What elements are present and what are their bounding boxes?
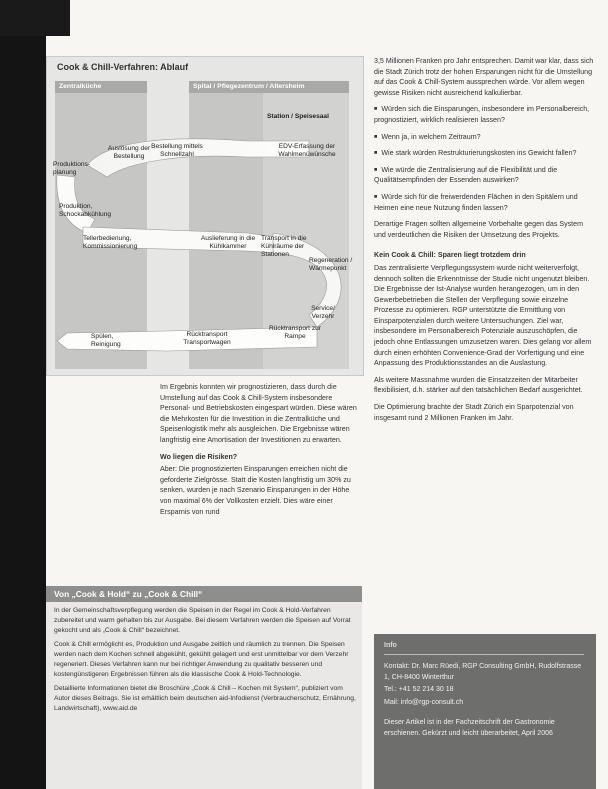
section-body-1: Das zentralisierte Verpflegungssystem wurde nicht weiterverfolgt, dennoch sollten die Erkenntnisse der Studie nicht ungenutzt bleiben. Die Ergebnisse der Ist-Analyse wurden herangezogen, um in den Gewerbebetrieben die Stellen der Verpflegung sowie einzelne Prozesse zu optimieren. RGP unterstützte die Ermittlung von Einsparpotenzialen durch weitere Untersuchungen. Ziel war, insbesondere im Personalbereich Potenziale auszuschöpfen, die jedoch ohne Entlassungen umzusetzen waren. Dies gelang vor allem durch einen erhöhten Convenience-Grad der Vorfertigung und eine Anpassung des Produktionsstandes an die Auslastung.	[374, 263, 592, 368]
info-contact: Kontakt: Dr. Marc Rüedi, RGP Consulting GmbH, Rudolfstrasse 1, CH-8400 Winterthur	[384, 663, 582, 681]
right-intro: 3,5 Millionen Franken pro Jahr entsprechen. Damit war klar, dass sich die Stadt Zürich trotz der hohen Ersparungen nicht für die Umstellung auf das Cook & Chill-System aussprechen würde. Vor allem wegen gewisse Risiken nicht ausreichend kalkulierbar.	[374, 57, 594, 97]
info-body	[384, 662, 588, 748]
diagram-title: Cook & Chill-Verfahren: Ablauf	[57, 62, 189, 72]
info-sidebar-box	[46, 586, 362, 789]
column-header-spital: Spital / Pflegezentrum / Altersheim	[189, 81, 349, 93]
box-para-1: In der Gemeinschaftsverpflegung werden die Speisen in der Regel im Cook & Hold-Verfahren zubereitet und warm gehalten bis zur Ausgabe. Bei diesem Verfahren werden die Speisen auf Vorrat gekocht und als „Cook & Chill“ bezeichnet.	[54, 607, 351, 634]
section-body-2: Als weitere Massnahme wurden die Einsatzzeiten der Mitarbeiter flexibilisiert, d.h. stärker auf den tatsächlichen Bedarf ausgerichtet.	[374, 375, 583, 395]
info-phone: Tel.: +41 52 214 30 18	[384, 686, 454, 694]
scan-edge	[0, 0, 46, 789]
node-ruecktransport-zentral: Rücktransport Transportwagen	[183, 331, 231, 346]
contact-info-box	[374, 634, 596, 789]
node-edv: EDV-Erfassung der Wahlmenüwünsche	[278, 143, 336, 158]
middle-para-2: Aber: Die prognostizierten Einsparungen erreichen nicht die geforderte Zielgrösse. Statt die Kosten langfristig um 30% zu senken, wurden je nach Szenario Einsparungen in der Höhe von maximal 6% der Vollkosten erzielt. Dies wäre einer Ersparnis von rund	[160, 465, 351, 516]
node-regeneration: Regeneration / Wärmepunkt	[309, 257, 353, 272]
box-para-2: Cook & Chill ermöglicht es, Produktion und Ausgabe zeitlich und räumlich zu trennen. Die Speisen werden nach dem Kochen schnell abgekühlt, gekühlt gelagert und erst unmittelbar vor dem Verzehr regeneriert. Dieses Verfahren kann nur bei richtiger Anwendung zu qualitativ besseren und kostengünstigeren Ergebnissen führen als die klassische Cook & Hold-Technologie.	[54, 641, 349, 678]
node-auslieferung: Auslieferung in die Kühlkammer	[200, 235, 256, 250]
process-diagram	[46, 56, 364, 376]
section-body-3: Die Optimierung brachte der Stadt Zürich ein Sparpotenzial von insgesamt rund 2 Millionen Franken im Jahr.	[374, 403, 574, 422]
node-bestellung: Bestellung mittels Schnellzahl	[151, 143, 203, 158]
node-ruecktransport-station: Rücktransport zur Rampe	[268, 325, 322, 340]
right-outro: Derartige Fragen sollten allgemeine Vorbehalte gegen das System und verdeutlichen die Risiken der Umsetzung des Projekts.	[374, 220, 583, 239]
info-title: Info	[384, 642, 397, 649]
scan-corner	[0, 0, 70, 36]
column-header-zentralkueche: Zentralküche	[55, 81, 147, 93]
box-body	[54, 606, 356, 718]
info-divider	[384, 654, 584, 655]
section-heading: Kein Cook & Chill: Sparen liegt trotzdem drin	[374, 251, 526, 260]
node-transport: Transport in die Kühlräume der Stationen	[261, 235, 307, 258]
box-title: Von „Cook & Hold“ zu „Cook & Chill“	[46, 586, 362, 602]
node-spuelen: Spülen, Reinigung	[91, 333, 121, 348]
node-produktionsplanung: Produktions-planung	[53, 161, 91, 176]
column-header-station: Station / Speisesaal	[267, 113, 329, 120]
right-column-text	[374, 56, 596, 429]
info-footnote: Dieser Artikel ist in der Fachzeitschrift der Gastronomie erschienen. Gekürzt und leicht überarbeitet, April 2006	[384, 719, 555, 737]
node-service: Service/ Verzehr	[311, 305, 335, 320]
bullet-2: ■ Wenn ja, in welchem Zeitraum?	[374, 132, 596, 143]
middle-heading: Wo liegen die Risiken?	[160, 452, 238, 461]
node-produktion: Produktion, Schockabkühlung	[59, 203, 112, 218]
middle-para-1: Im Ergebnis konnten wir prognostizieren, dass durch die Umstellung auf das Cook & Chill-System insbesondere Personal- und Betriebskosten eingespart würden. Diese wären die Mehrkosten für die Investition in die Zentralküche und Speisenlogistik mehr als ausgleichen. Die Ergebnisse wären langfristig eine Amortisation der Investitionen zu erwarten.	[160, 383, 357, 444]
info-mail[interactable]: Mail: info@rgp-consult.ch	[384, 698, 464, 706]
node-tellerbedienung: Tellerbedienung, Kommissionierung	[83, 235, 138, 250]
box-para-3: Detaillierte Informationen bietet die Broschüre „Cook & Chill – Kochen mit System“, publiziert vom Autor dieses Beitrags. Sie ist erhältlich beim deutschen aid-Infodienst (Verbraucherschutz, Ernährung, Landwirtschaft), www.aid.de	[54, 685, 356, 712]
bullet-4: ■ Wie würde die Zentralisierung auf die Flexibilität und die Qualitätsempfinden der Essenden auswirken?	[374, 165, 596, 186]
middle-article	[160, 382, 358, 523]
bullet-5: ■ Würde sich für die freiwerdenden Flächen in den Spitälern und Heimen eine neue Nutzung finden lassen?	[374, 192, 596, 213]
bullet-3: ■ Wie stark würden Restrukturierungskosten ins Gewicht fallen?	[374, 148, 596, 159]
node-ausloesung: Auslösung der Bestellung	[107, 145, 151, 160]
bullet-1: ■ Würden sich die Einsparungen, insbesondere im Personalbereich, prognostiziert, wirklich realisieren lassen?	[374, 104, 596, 125]
